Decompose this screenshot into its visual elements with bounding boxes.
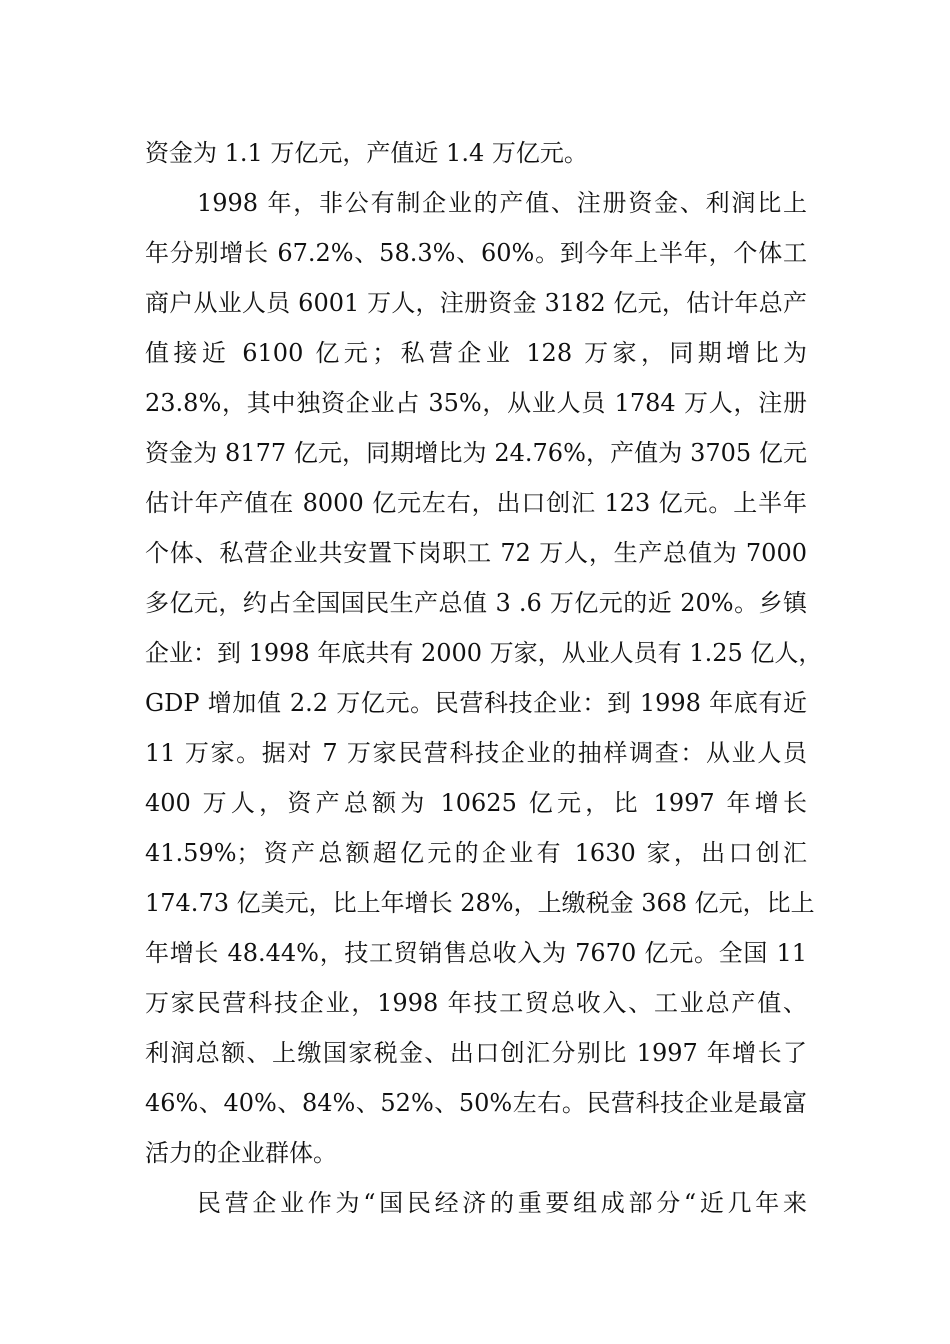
text-line-16: 174.73 亿美元，比上年增长 28%，上缴税金 368 亿元，比上 <box>145 889 815 917</box>
text-line-9: 个体、私营企业共安置下岗职工 72 万人，生产总值为 7000 <box>145 539 807 567</box>
text-line-17: 年增长 48.44%，技工贸销售总收入为 7670 亿元。全国 11 <box>145 939 807 967</box>
text-line-21: 活力的企业群体。 <box>145 1139 337 1167</box>
text-line-18: 万家民营科技企业，1998 年技工贸总收入、工业总产值、 <box>145 989 807 1017</box>
text-line-20: 46%、40%、84%、52%、50%左右。民营科技企业是最富 <box>145 1089 807 1117</box>
document-body <box>145 128 823 1228</box>
text-line-11: 企业：到 1998 年底共有 2000 万家，从业人员有 1.25 亿人， <box>145 639 823 667</box>
text-line-7: 资金为 8177 亿元，同期增比为 24.76%，产值为 3705 亿元 <box>145 439 807 467</box>
text-line-10: 多亿元，约占全国国民生产总值 3 .6 万亿元的近 20%。乡镇 <box>145 589 807 617</box>
text-line-5: 值接近 6100 亿元；私营企业 128 万家，同期增比为 <box>145 339 807 367</box>
text-line-8: 估计年产值在 8000 亿元左右，出口创汇 123 亿元。上半年 <box>145 489 807 517</box>
text-line-4: 商户从业人员 6001 万人，注册资金 3182 亿元，估计年总产 <box>145 289 807 317</box>
text-line-12: GDP 增加值 2.2 万亿元。民营科技企业：到 1998 年底有近 <box>145 689 807 717</box>
text-line-1: 资金为 1.1 万亿元，产值近 1.4 万亿元。 <box>145 139 588 167</box>
text-line-14: 400 万人，资产总额为 10625 亿元，比 1997 年增长 <box>145 789 807 817</box>
text-line-19: 利润总额、上缴国家税金、出口创汇分别比 1997 年增长了 <box>145 1039 807 1067</box>
text-line-3: 年分别增长 67.2%、58.3%、60%。到今年上半年，个体工 <box>145 239 807 267</box>
text-line-22: 民营企业作为“国民经济的重要组成部分“近几年来 <box>197 1189 807 1217</box>
text-line-6: 23.8%，其中独资企业占 35%，从业人员 1784 万人，注册 <box>145 389 807 417</box>
text-line-15: 41.59%；资产总额超亿元的企业有 1630 家，出口创汇 <box>145 839 807 867</box>
text-line-2: 1998 年，非公有制企业的产值、注册资金、利润比上 <box>197 189 807 217</box>
text-line-13: 11 万家。据对 7 万家民营科技企业的抽样调查：从业人员 <box>145 739 807 767</box>
